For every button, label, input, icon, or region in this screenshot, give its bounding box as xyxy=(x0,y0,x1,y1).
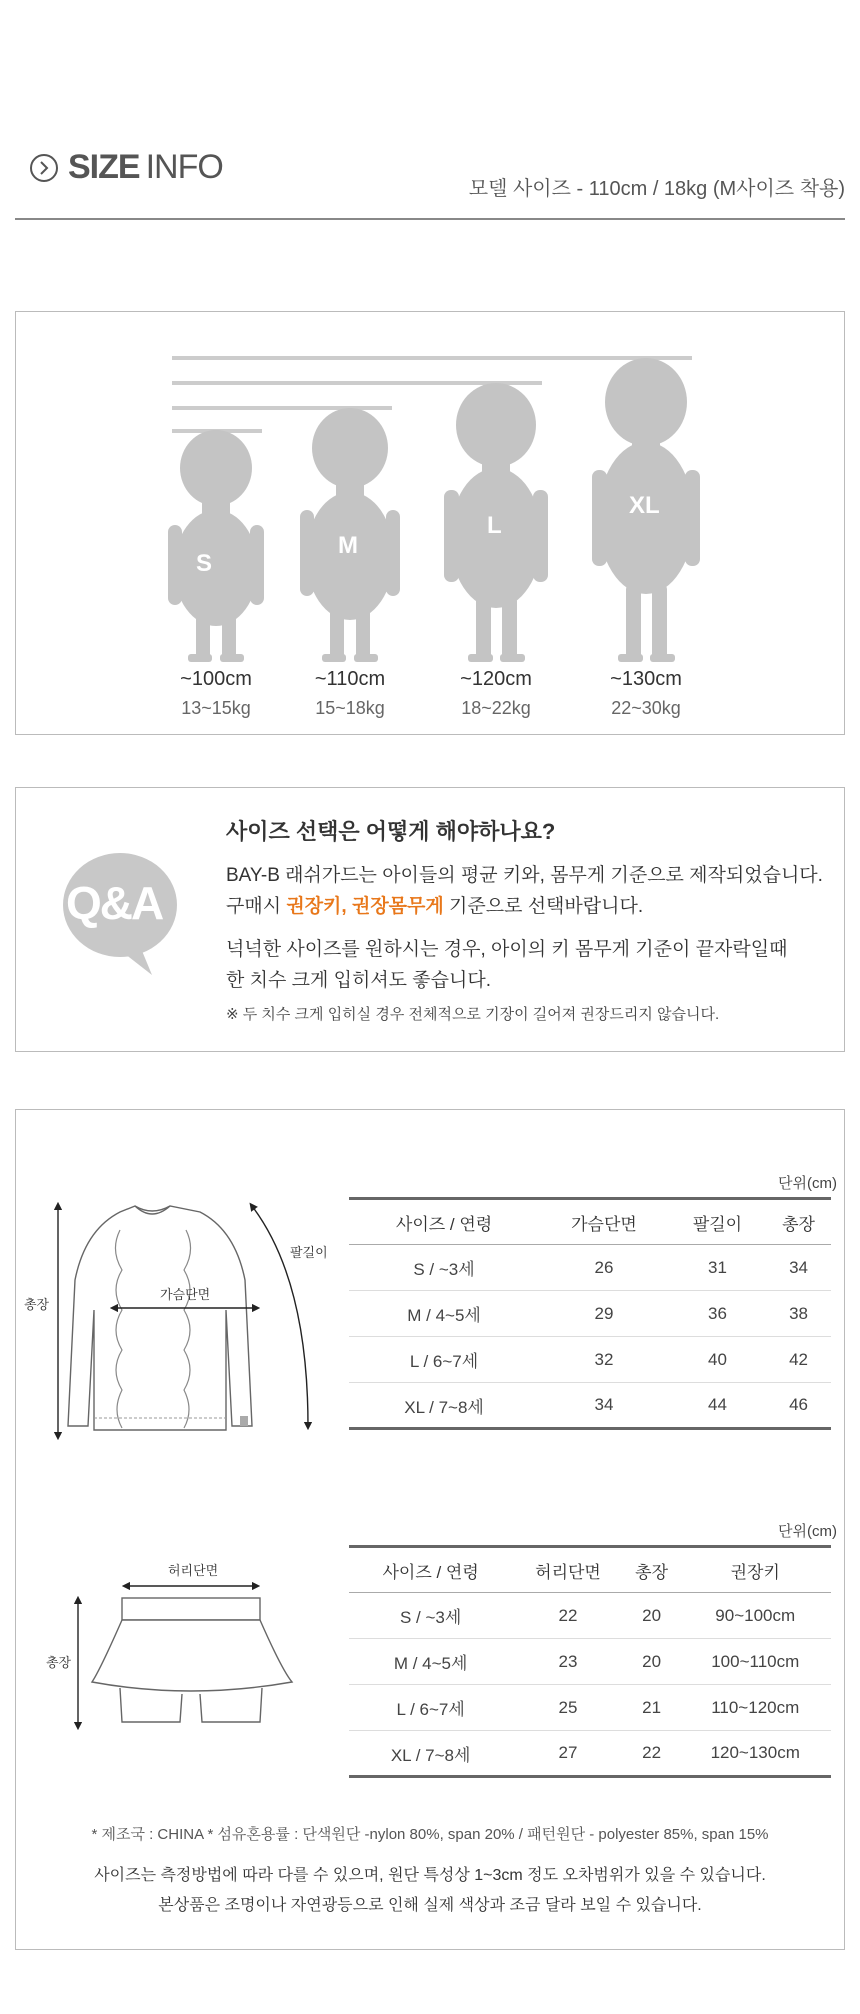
qa-highlight: 권장키, 권장몸무게 xyxy=(286,896,444,917)
figure-weight-xl: 22~30kg xyxy=(611,698,681,718)
table-cell: 46 xyxy=(766,1383,831,1429)
table-row xyxy=(349,1685,831,1731)
model-info: 모델 사이즈 - 110cm / 18kg (M사이즈 착용) xyxy=(468,178,845,200)
col-header: 사이즈 / 연령 xyxy=(349,1547,512,1593)
title-bold: SIZE xyxy=(68,148,140,186)
figure-height-m: ~110cm xyxy=(314,668,386,690)
table-row xyxy=(349,1337,831,1383)
col-header: 사이즈 / 연령 xyxy=(349,1199,539,1245)
table-row xyxy=(349,1639,831,1685)
top-table-unit: 단위(cm) xyxy=(778,1175,837,1192)
qa-title: 사이즈 선택은 어떻게 해야하나요? xyxy=(226,819,556,844)
table-cell: XL / 7~8세 xyxy=(349,1731,512,1777)
table-cell: 20 xyxy=(624,1593,680,1639)
color-disclaimer: 본상품은 조명이나 자연광등으로 인해 실제 색상과 조금 달라 보일 수 있습니다. xyxy=(158,1897,702,1914)
top-garment-diagram xyxy=(30,1190,340,1450)
table-header-row xyxy=(349,1547,831,1593)
bottom-size-table xyxy=(349,1545,831,1778)
bottom-garment-diagram xyxy=(30,1560,340,1740)
table-cell: 34 xyxy=(539,1383,669,1429)
table-cell: 110~120cm xyxy=(679,1685,831,1731)
figure-weight-m: 15~18kg xyxy=(315,698,385,718)
col-header: 팔길이 xyxy=(669,1199,766,1245)
table-row xyxy=(349,1383,831,1429)
table-cell: 31 xyxy=(669,1245,766,1291)
table-row xyxy=(349,1291,831,1337)
figure-label-s: S xyxy=(196,550,213,577)
figure-label-m: M xyxy=(338,532,358,559)
table-cell: 27 xyxy=(512,1731,623,1777)
col-header: 가슴단면 xyxy=(539,1199,669,1245)
table-cell: 26 xyxy=(539,1245,669,1291)
table-cell: 120~130cm xyxy=(679,1731,831,1777)
table-row xyxy=(349,1245,831,1291)
figure-weight-l: 18~22kg xyxy=(461,698,531,718)
col-header: 권장키 xyxy=(679,1547,831,1593)
table-cell: S / ~3세 xyxy=(349,1245,539,1291)
table-cell: 100~110cm xyxy=(679,1639,831,1685)
size-disclaimer: 사이즈는 측정방법에 따라 다를 수 있으며, 원단 특성상 1~3cm 정도 오차범위가 있을 수 있습니다. xyxy=(94,1867,766,1884)
col-header: 총장 xyxy=(766,1199,831,1245)
table-header-row xyxy=(349,1199,831,1245)
title-light: INFO xyxy=(145,148,223,186)
bottom-length-label: 총장 xyxy=(46,1655,72,1670)
qa-line-4: 한 치수 크게 입히셔도 좋습니다. xyxy=(226,970,491,991)
top-length-label: 총장 xyxy=(24,1297,50,1312)
table-cell: 34 xyxy=(766,1245,831,1291)
table-cell: L / 6~7세 xyxy=(349,1685,512,1731)
figure-height-l: ~120cm xyxy=(460,668,532,690)
table-cell: 20 xyxy=(624,1639,680,1685)
col-header: 총장 xyxy=(624,1547,680,1593)
figures-illustration xyxy=(0,0,860,740)
qa-line-1: BAY-B 래쉬가드는 아이들의 평균 키와, 몸무게 기준으로 제작되었습니다. xyxy=(226,865,823,886)
table-cell: 44 xyxy=(669,1383,766,1429)
table-cell: L / 6~7세 xyxy=(349,1337,539,1383)
table-cell: M / 4~5세 xyxy=(349,1291,539,1337)
qa-line-2: 구매시 권장키, 권장몸무게 기준으로 선택바랍니다. xyxy=(226,896,644,917)
kid-figure-s xyxy=(168,430,264,662)
table-cell: 36 xyxy=(669,1291,766,1337)
table-cell: XL / 7~8세 xyxy=(349,1383,539,1429)
figure-label-l: L xyxy=(487,512,502,539)
table-cell: 29 xyxy=(539,1291,669,1337)
bottom-table-unit: 단위(cm) xyxy=(778,1523,837,1540)
table-cell: 22 xyxy=(512,1593,623,1639)
qa-badge: Q&A xyxy=(66,877,163,929)
table-cell: 25 xyxy=(512,1685,623,1731)
figure-weight-s: 13~15kg xyxy=(181,698,251,718)
table-cell: 22 xyxy=(624,1731,680,1777)
figure-label-xl: XL xyxy=(629,492,660,519)
table-cell: 40 xyxy=(669,1337,766,1383)
table-row xyxy=(349,1593,831,1639)
figure-height-xl: ~130cm xyxy=(610,668,682,690)
table-cell: 90~100cm xyxy=(679,1593,831,1639)
table-cell: 42 xyxy=(766,1337,831,1383)
table-row xyxy=(349,1731,831,1777)
table-cell: 21 xyxy=(624,1685,680,1731)
material-note: * 제조국 : CHINA * 섬유혼용률 : 단색원단 -nylon 80%, span 20% / 패턴원단 - polyester 85%, span 15% xyxy=(91,1826,769,1843)
top-chest-label: 가슴단면 xyxy=(160,1287,211,1302)
qa-note: ※ 두 치수 크게 입히실 경우 전체적으로 기장이 길어져 권장드리지 않습니다. xyxy=(226,1006,720,1023)
table-cell: 32 xyxy=(539,1337,669,1383)
figure-height-s: ~100cm xyxy=(180,668,252,690)
top-size-table xyxy=(349,1197,831,1430)
col-header: 허리단면 xyxy=(512,1547,623,1593)
bottom-waist-label: 허리단면 xyxy=(168,1563,219,1578)
table-cell: 23 xyxy=(512,1639,623,1685)
table-cell: S / ~3세 xyxy=(349,1593,512,1639)
table-cell: 38 xyxy=(766,1291,831,1337)
top-sleeve-label: 팔길이 xyxy=(290,1245,328,1260)
qa-line-3: 넉넉한 사이즈를 원하시는 경우, 아이의 키 몸무게 기준이 끝자락일때 xyxy=(226,939,788,960)
table-cell: M / 4~5세 xyxy=(349,1639,512,1685)
